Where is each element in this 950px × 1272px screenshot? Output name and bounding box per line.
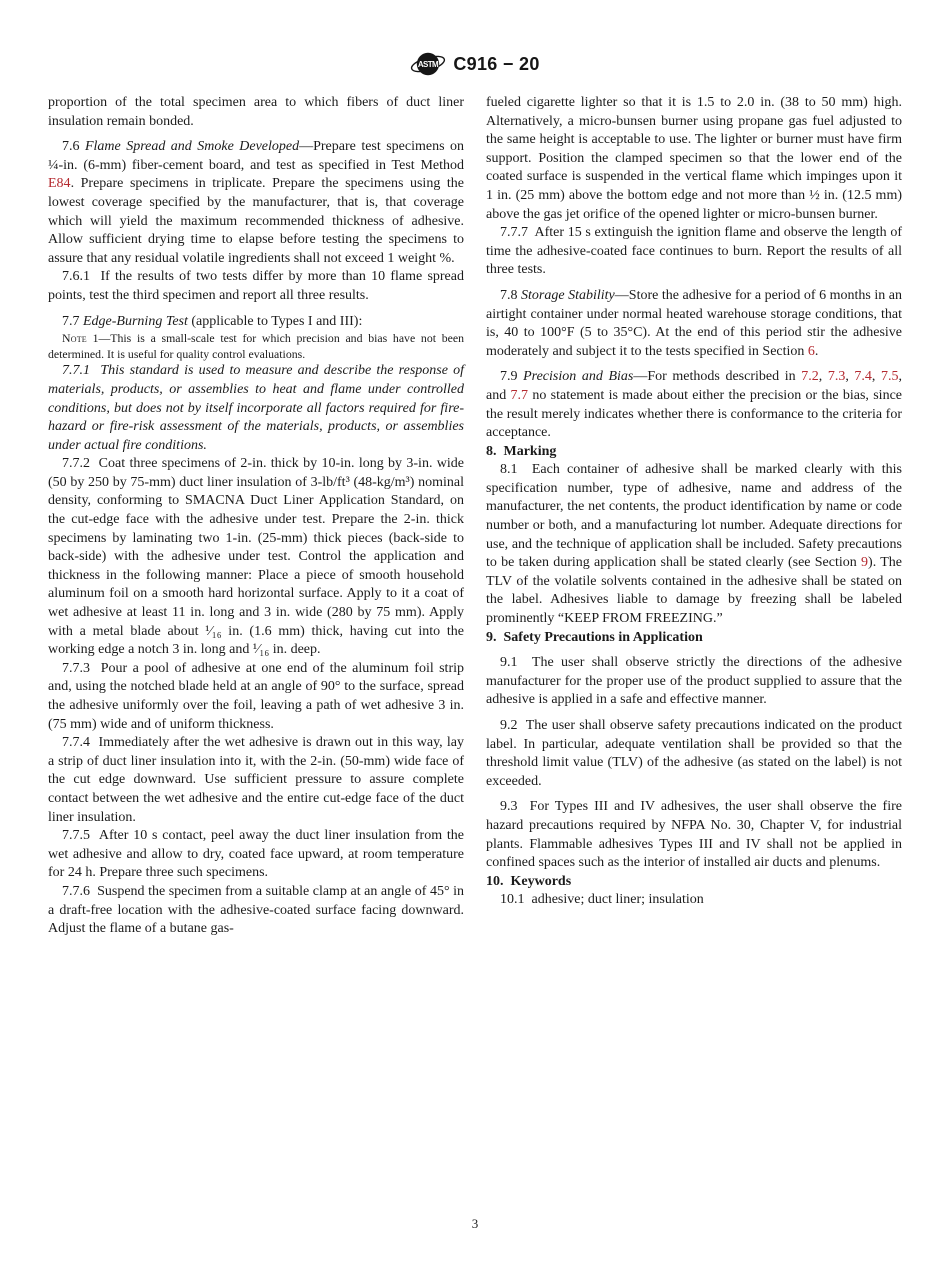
paragraph [48,734,464,827]
paragraph [486,368,902,442]
text-segment: 7.7.6 Suspend the specimen from a suitable clamp at an angle of 45° in a draft-free location with the adhesive-coated surface facing downward. Adjust the flame of a butane gas- [48,883,464,937]
section-heading [486,629,902,648]
reference-link[interactable]: 7.2 [801,369,819,385]
text-segment: Edge-Burning Test [83,313,188,329]
text-segment: 7.7 [62,313,83,329]
document-designation: C916 − 20 [453,53,540,74]
text-segment: 7.7.2 Coat three specimens of 2-in. thick by 10-in. long by 3-in. wide (50 by 250 by 75-mm) duct liner insulation of 3-lb/ft³ (48-kg/m³) nominal density, conforming to SMACNA Duct Liner Application Standard, on the cut-edge face with the adhesive under test. Prepare the 2-in. thick specimens by laminating two 1-in. (25-mm) thick pieces (back-side to back-side) with the adhesive under test. Control the application and thickness in the following manner: Place a piece of smooth household aluminum foil on a smooth hard horizontal surface. Apply to it a coat of wet adhesive at least 11 in. long and 3 in. wide (280 by 75 mm). Apply with a metal blade about ¹⁄₁₆ in. (1.6 mm) thick, having cut into the working edge a notch 3 in. long and ¹⁄₁₆ in. deep. [48,456,464,658]
text-segment: 9.3 For Types III and IV adhesives, the user shall observe the fire hazard precautions required by NFPA No. 30, Chapter V, for industrial plants. Flammable adhesives Types III and IV shall not be applied in confined spaces such as the interior of installed air ducts and plenums. [486,799,902,871]
page-header [0,50,950,78]
text-segment: , and [486,369,903,403]
astm-logo-letters: ASTM [418,60,439,70]
section-heading [486,873,902,892]
text-segment: 7.6 [62,139,85,155]
text-segment: 7.6.1 If the results of two tests differ by more than 10 flame spread points, test the third specimen and report all three results. [48,269,464,303]
reference-link[interactable]: 7.4 [854,369,872,385]
text-segment: 8.1 Each container of adhesive shall be marked clearly with this specification number, type of adhesive, name and address of the manufacturer, the net contents, the product identification by name or code number or both, and a manufacturing lot number. Adequate directions for use, and the technique of application shall be included. Safety precautions to be taken during application shall be stated clearly (see Section [486,462,902,571]
paragraph [48,660,464,734]
paragraph [486,717,902,791]
reference-link[interactable]: 6 [807,343,815,359]
text-segment: 9.1 The user shall observe strictly the directions of the adhesive manufacturer for the proper use of the product supplied to assure that the adhesive is applied in a safe and effective manner. [486,655,902,708]
reference-link[interactable]: 7.7 [510,387,529,403]
text-segment: 10.1 adhesive; duct liner; insulation [500,892,704,908]
text-segment: fueled cigarette lighter so that it is 1.5 to 2.0 in. (38 to 50 mm) high. Alternatively, a micro-bunsen burner using propane gas fuel adjusted to the same height is acceptable to use. The lighter or burner must have firm support. Position the clamped specimen so that the lower end of the coated surface is suspended in the vertical flame which impinges upon it 1 in. (25 mm) above the bottom edge and not more than ½ in. (12.5 mm) above the gas jet orifice of the opened lighter or micro-bunsen burner. [486,95,902,222]
text-segment: 7.7.3 Pour a pool of adhesive at one end of the aluminum foil strip and, using the notched blade held at an angle of 90° to the surface, spread the adhesive uniformly over the foil, leaving a path of wet adhesive 3 in. (75 mm) wide and of uniform thickness. [48,660,464,732]
document-body [48,94,902,939]
paragraph [48,268,464,305]
text-segment: —Store the adhesive for a period of 6 months in an airtight container under normal heated warehouse storage conditions, that is, 40 to 100°F (5 to 35°C). At the end of this period stir the adhesive moderately and subject it to the tests specified in Section [486,287,902,359]
paragraph [48,362,464,455]
text-segment: 7.7.4 Immediately after the wet adhesive is drawn out in this way, lay a strip of duct liner insulation into it, with the 2-in. (50-mm) wide face of the cut edge downward. Use sufficient pressure to assure complete contact between the wet adhesive and the entire cut-edge face of the duct liner insulation. [48,735,464,825]
text-segment: 7.9 [500,369,524,385]
text-segment: no statement is made about either the precision or the bias, since the result merely indicates whether there is conformance to the criteria for acceptance. [486,387,903,441]
text-segment: Precision and Bias [523,369,634,385]
page-number: 3 [471,1216,479,1231]
reference-link[interactable]: 7.5 [881,369,899,385]
paragraph [486,891,902,910]
paragraph [486,94,902,224]
paragraph [486,798,902,872]
text-segment: 8. Marking [486,443,557,459]
note-paragraph [48,331,464,362]
text-segment: . [814,343,819,359]
paragraph [48,94,464,131]
paragraph [48,827,464,883]
paragraph [486,224,902,280]
text-segment: , [818,369,828,385]
section-heading [486,443,902,462]
text-segment: , [871,369,882,385]
right-column [486,94,902,939]
text-segment: , [845,369,855,385]
paragraph [48,883,464,939]
paragraph [48,313,464,332]
text-segment: 7.7.7 After 15 s extinguish the ignition flame and observe the length of time the adhesive-coated face continues to burn. Report the results of all three tests. [486,225,902,278]
text-segment: ). The TLV of the volatile solvents contained in the adhesive shall be stated on the label. Adhesives liable to damage by freezing shall be labeled prominently “KEEP FROM FREEZING.” [486,555,902,627]
reference-link[interactable]: 7.3 [827,369,846,385]
text-segment: —Prepare test specimens on ¼-in. (6-mm) fiber-cement board, and test as specified in Test Method [48,139,464,173]
text-segment: Flame Spread and Smoke Developed [84,139,300,155]
left-column [48,94,464,939]
astm-logo [410,50,446,78]
text-segment: Note [62,331,87,346]
text-segment: 10. Keywords [486,873,572,889]
reference-link[interactable]: 9 [861,555,869,571]
paragraph [486,654,902,710]
paragraph [486,287,902,361]
text-segment: (applicable to Types I and III): [187,313,363,329]
text-segment: . Prepare specimens in triplicate. Prepare the specimens using the lowest coverage specified by the manufacturer, that is, that coverage which will yield the maximum recommended thickness of adhesive. Allow sufficient drying time to elapse before testing the specimens to assure that any residual volatile ingredients shall not exceed 1 weight %. [48,176,464,266]
text-segment: proportion of the total specimen area to which fibers of duct liner insulation remain bonded. [48,95,464,129]
paragraph [486,461,902,628]
text-segment: 9.2 The user shall observe safety precautions indicated on the product label. In particular, adequate ventilation shall be provided so that the threshold limit value (TLV) of the adhesive (as stated on the label) is not exceeded. [486,718,902,789]
text-segment: 9. Safety Precautions in Application [486,629,703,645]
text-segment: Storage Stability [521,287,615,303]
reference-link[interactable]: E84 [48,176,71,192]
text-segment: 7.7.1 This standard is used to measure and describe the response of materials, products, or assemblies to heat and flame under controlled conditions, but does not by itself incorporate all factors required for fire-hazard or fire-risk assessment of the materials, products, or assemblies under actual fire conditions. [48,363,464,453]
paragraph [48,455,464,660]
text-segment: —For methods described in [633,369,802,385]
text-segment: 7.8 [500,287,522,303]
text-segment: 1—This is a small-scale test for which precision and bias have not been determined. It is useful for quality control evaluations. [48,331,464,361]
page-footer [0,1216,950,1232]
paragraph [48,138,464,268]
text-segment: 7.7.5 After 10 s contact, peel away the duct liner insulation from the wet adhesive and allow to dry, coated face upward, at room temperature for 24 h. Prepare three such specimens. [48,828,464,881]
